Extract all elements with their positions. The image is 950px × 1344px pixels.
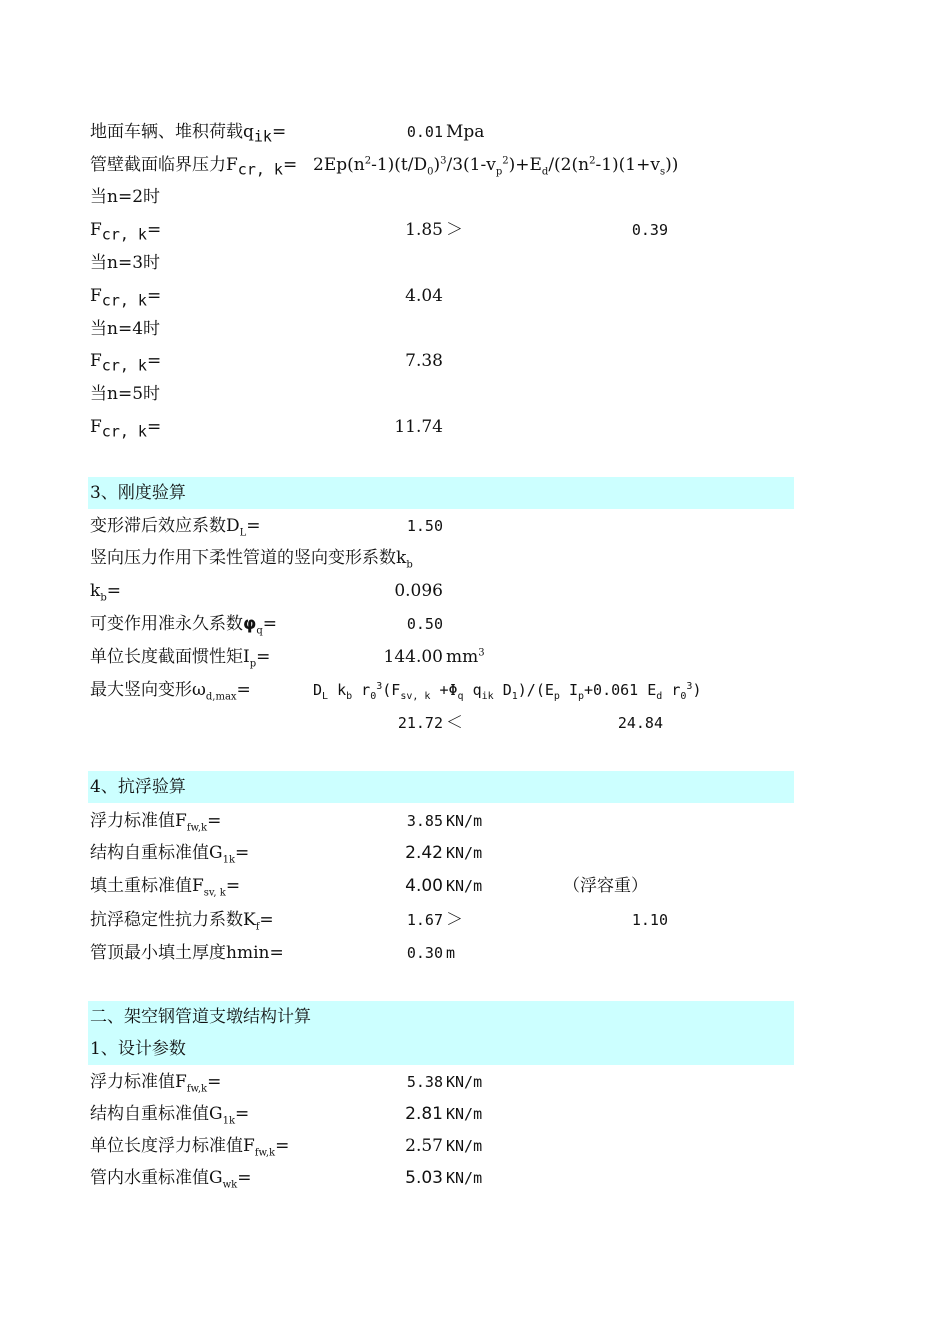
row-kb-desc bbox=[88, 542, 794, 574]
heading-text: 4、抗浮验算 bbox=[90, 777, 186, 797]
section-subheading-design-params bbox=[88, 1033, 794, 1065]
row-fsv bbox=[88, 870, 794, 902]
row-g1k bbox=[88, 837, 794, 869]
operator: ＞ bbox=[446, 910, 463, 930]
label: 填土重标准值$F_{sv, k}=$ bbox=[90, 876, 241, 899]
row-ffw bbox=[88, 805, 794, 837]
row-case-n4 bbox=[88, 313, 794, 345]
row-case-n3 bbox=[88, 247, 794, 279]
label: 地面车辆、堆积荷载$q_{ik}=$ bbox=[90, 122, 287, 146]
label: 可变作用准永久系数$\varphi_q=$ bbox=[90, 614, 277, 637]
label: $k_b=$ bbox=[90, 581, 121, 604]
unit: KN/m bbox=[446, 844, 483, 862]
value: 7.38 bbox=[405, 351, 443, 371]
heading-text: 二、架空钢管道支墩结构计算 bbox=[90, 1007, 311, 1027]
row-omega bbox=[88, 674, 794, 706]
label: $F_{cr, k}=$ bbox=[90, 286, 162, 310]
value: 0.50 bbox=[406, 615, 443, 633]
row-kb bbox=[88, 575, 794, 607]
formula-omega: $D_L$ $k_b$ $r_0^3(F_{sv, k} +\Phi_q$ $q_{ik}$ $D_1)/(E_p$ $I_p+0.061$ $E_d$ $r_0^3$) bbox=[313, 681, 702, 702]
row-g1k-2 bbox=[88, 1098, 794, 1130]
value: 2.42 bbox=[405, 843, 443, 863]
row-kf bbox=[88, 904, 794, 936]
value: 0.30 bbox=[406, 944, 443, 962]
label: 管壁截面临界压力$F_{cr, k}=$ bbox=[90, 155, 298, 179]
value: 5.38 bbox=[406, 1073, 443, 1091]
label: 单位长度浮力标准值$F_{fw,k}=$ bbox=[90, 1136, 290, 1159]
unit: KN/m bbox=[446, 1169, 483, 1187]
row-dl bbox=[88, 510, 794, 542]
row-critical-pressure bbox=[88, 149, 794, 181]
note: （浮容重） bbox=[563, 876, 648, 896]
value: 0.01 bbox=[406, 123, 443, 141]
case-text: 当n=3时 bbox=[90, 253, 161, 273]
unit: KN/m bbox=[446, 1105, 483, 1123]
row-ip bbox=[88, 641, 794, 673]
unit: KN/m bbox=[446, 1137, 483, 1155]
section-heading-support-pier bbox=[88, 1001, 794, 1033]
case-text: 当n=2时 bbox=[90, 187, 161, 207]
unit: Mpa bbox=[446, 122, 485, 142]
label: 管顶最小填土厚度hmin= bbox=[90, 943, 284, 963]
label: 单位长度截面惯性矩$I_p=$ bbox=[90, 647, 271, 670]
value: 11.74 bbox=[394, 417, 443, 437]
compare-value: 24.84 bbox=[617, 714, 663, 732]
row-fcr-n4 bbox=[88, 345, 794, 377]
label: 管内水重标准值$G_{wk}=$ bbox=[90, 1168, 252, 1191]
row-surface-load bbox=[88, 116, 794, 148]
unit: $mm^3$ bbox=[446, 647, 485, 667]
row-ffw-2 bbox=[88, 1066, 794, 1098]
row-phi-q bbox=[88, 608, 794, 640]
value: 4.04 bbox=[405, 286, 443, 306]
label: 竖向压力作用下柔性管道的竖向变形系数$k_b$ bbox=[90, 548, 413, 571]
row-case-n5 bbox=[88, 378, 794, 410]
value: 5.03 bbox=[405, 1168, 443, 1188]
case-text: 当n=4时 bbox=[90, 319, 161, 339]
unit: m bbox=[446, 944, 456, 962]
label: 最大竖向变形$\omega_{d,max}=$ bbox=[90, 680, 251, 703]
heading-text: 3、刚度验算 bbox=[90, 483, 186, 503]
value: 4.00 bbox=[405, 876, 443, 896]
row-fcr-n2 bbox=[88, 214, 794, 246]
case-text: 当n=5时 bbox=[90, 384, 161, 404]
row-ffw-unit-length bbox=[88, 1130, 794, 1162]
label: 变形滞后效应系数$D_L=$ bbox=[90, 516, 261, 539]
row-fcr-n5 bbox=[88, 411, 794, 443]
heading-text: 1、设计参数 bbox=[90, 1039, 186, 1059]
label: $F_{cr, k}=$ bbox=[90, 220, 162, 244]
row-gwk bbox=[88, 1162, 794, 1194]
row-case-n2 bbox=[88, 181, 794, 213]
value: 1.67 bbox=[406, 911, 443, 929]
label: 结构自重标准值$G_{1k}=$ bbox=[90, 843, 250, 866]
value: 144.00 bbox=[383, 647, 443, 667]
value: 2.57 bbox=[405, 1136, 443, 1156]
operator: ＞ bbox=[446, 220, 463, 240]
value: 0.096 bbox=[394, 581, 443, 601]
label: 结构自重标准值$G_{1k}=$ bbox=[90, 1104, 250, 1127]
label: 抗浮稳定性抗力系数$K_f=$ bbox=[90, 910, 274, 933]
row-fcr-n3 bbox=[88, 280, 794, 312]
label: $F_{cr, k}=$ bbox=[90, 417, 162, 441]
unit: KN/m bbox=[446, 812, 483, 830]
value: 2.81 bbox=[405, 1104, 443, 1124]
value: 1.50 bbox=[406, 517, 443, 535]
value: 21.72 bbox=[397, 714, 443, 732]
unit: KN/m bbox=[446, 877, 483, 895]
value: 3.85 bbox=[406, 812, 443, 830]
section-heading-stiffness bbox=[88, 477, 794, 509]
label: 浮力标准值$F_{fw,k}=$ bbox=[90, 811, 222, 834]
compare-value: 0.39 bbox=[631, 221, 668, 239]
row-omega-result bbox=[88, 707, 794, 739]
value: 1.85 bbox=[405, 220, 443, 240]
row-hmin bbox=[88, 937, 794, 969]
label: $F_{cr, k}=$ bbox=[90, 351, 162, 375]
operator: ＜ bbox=[446, 713, 463, 733]
label: 浮力标准值$F_{fw,k}=$ bbox=[90, 1072, 222, 1095]
compare-value: 1.10 bbox=[631, 911, 668, 929]
section-heading-anti-float bbox=[88, 771, 794, 803]
formula-fcr: $2Ep(n^2-1)(t/D_0)^3/3(1-v_p^2)+E_d/(2(n^2-1)(1+v_s))$ bbox=[313, 155, 679, 178]
unit: KN/m bbox=[446, 1073, 483, 1091]
